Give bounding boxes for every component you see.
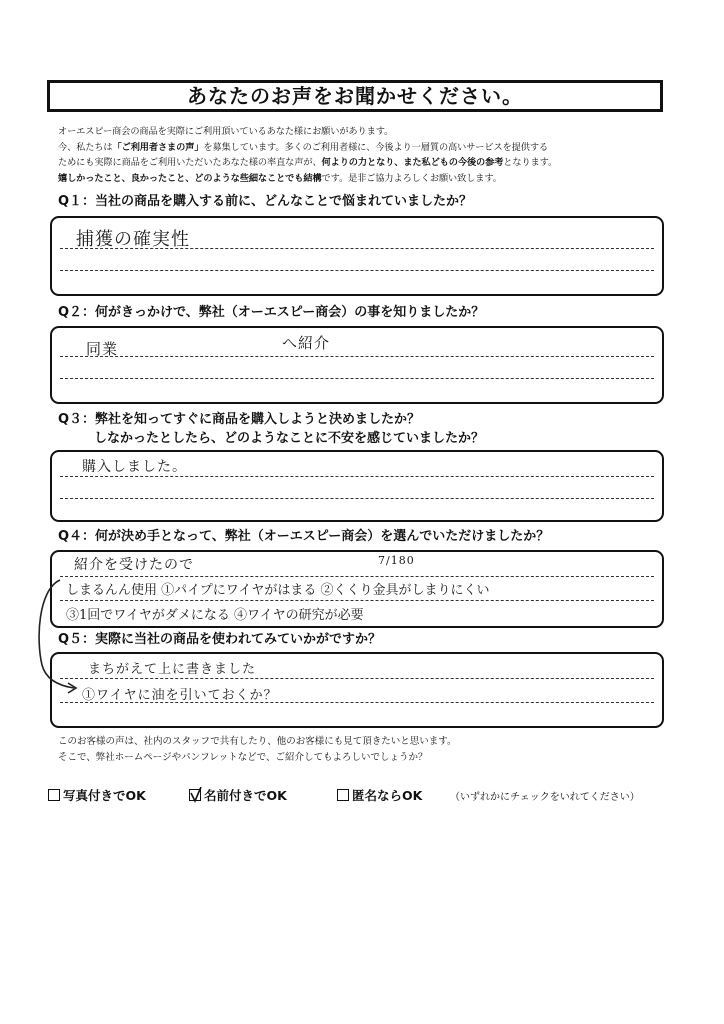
consent-photo-option[interactable] [48, 786, 146, 804]
q1-label: Q１：当社の商品を購入する前に、どんなことで悩まれていましたか？ [58, 194, 473, 209]
footer-line: このお客様の声は、社内のスタッフで共有したり、他のお客様にも見て頂きたいと思います。 [58, 736, 457, 747]
q5-answer-line-1: まちがえて上に書きました [88, 662, 257, 677]
q4-answer-line-2: しまるんん使用 ①パイプにワイヤがはまる ②くくり金具がしまりにくい [66, 583, 490, 598]
q5-answer-line-2: ①ワイヤに油を引いておくか？ [82, 688, 278, 703]
intro-line: ためにも実際に商品をご利用いただいたあなた様の率直な声が、何よりの力となり、また私どもの今後の参考となります。 [58, 157, 558, 168]
consent-name-option[interactable] [189, 786, 287, 804]
q3-label-2: しなかったとしたら、どのようなことに不安を感じていましたか？ [94, 431, 485, 446]
q1-answer: 捕獲の確実性 [76, 229, 190, 250]
q1-answer-box[interactable] [50, 216, 664, 296]
q2-answer-box[interactable] [50, 326, 664, 404]
footer-line: そこで、弊社ホームページやパンフレットなどで、ご紹介してもよろしいでしょうか？ [58, 752, 428, 763]
q4-answer-line-1: 紹介を受けたので [74, 557, 194, 573]
q3-label-1: Q３：弊社を知ってすぐに商品を購入しようと決めましたか？ [58, 412, 421, 427]
intro-text [58, 124, 678, 186]
consent-anon-label: 匿名ならOK [352, 788, 423, 803]
consent-name-label: 名前付きでOK [204, 788, 287, 803]
checkbox-photo[interactable] [48, 789, 60, 801]
q3-answer: 購入しました。 [82, 459, 187, 475]
intro-line: オーエスピー商会の商品を実際にご利用頂いているあなた様にお願いがあります。 [58, 126, 394, 137]
checkmark-icon [189, 787, 203, 803]
q2-answer-b: へ紹介 [282, 334, 331, 352]
q4-label: Q４：何が決め手となって、弊社（オーエスピー商会）を選んでいただけましたか？ [58, 529, 550, 544]
checkbox-name[interactable] [189, 789, 201, 801]
consent-photo-label: 写真付きでOK [63, 788, 146, 803]
q2-answer-a: 同業 [86, 340, 119, 358]
intro-line: 今、私たちは「ご利用者さまの声」を募集しています。多くのご利用者様に、今後より一層質の高いサービスを提供する [58, 141, 548, 153]
footer-text [58, 734, 457, 766]
consent-anon-option[interactable] [337, 786, 422, 804]
consent-options [48, 786, 668, 806]
q5-answer-box[interactable] [50, 652, 664, 728]
q4-answer-note: 7/180 [378, 554, 415, 567]
checkbox-anonymous[interactable] [337, 789, 349, 801]
intro-line: 嬉しかったこと、良かったこと、どのような些細なことでも結構です。是非ご協力よろしくお願い致します。 [58, 172, 502, 184]
q3-answer-box[interactable] [50, 450, 664, 522]
q4-answer-line-3: ③1回でワイヤがダメになる ④ワイヤの研究が必要 [66, 608, 364, 623]
q2-label: Q２：何がきっかけで、弊社（オーエスピー商会）の事を知りましたか？ [58, 305, 485, 320]
q5-label: Q５：実際に当社の商品を使われてみていかがですか？ [58, 632, 382, 647]
q4-answer-box[interactable] [50, 550, 664, 628]
page-title: あなたのお声をお聞かせください。 [47, 80, 663, 112]
consent-note: （いずれかにチェックをいれてください） [450, 792, 640, 803]
